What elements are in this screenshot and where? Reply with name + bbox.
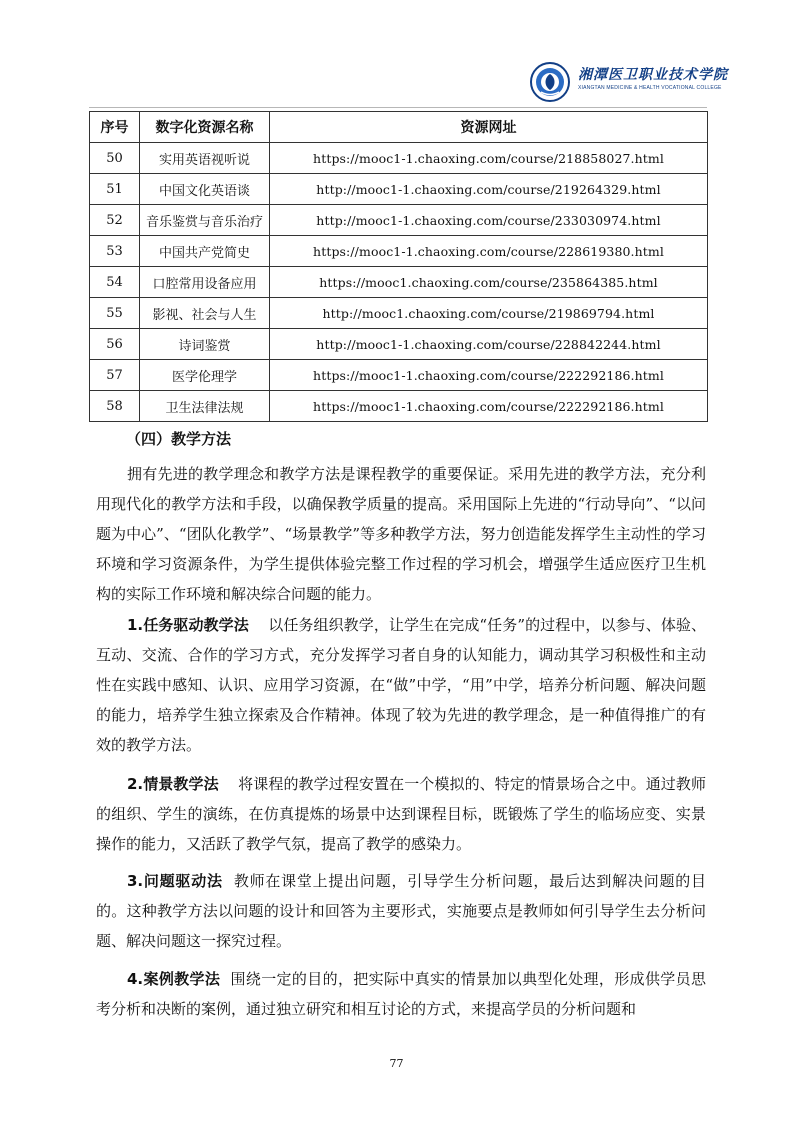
table-row	[90, 391, 708, 422]
row-resource-url[interactable]: https://mooc1.chaoxing.com/course/235864385.html	[270, 267, 708, 298]
row-resource-name: 中国文化英语谈	[140, 174, 270, 205]
logo-chinese-name: 湘潭医卫职业技术学院	[578, 67, 728, 83]
table-row	[90, 360, 708, 391]
row-resource-name: 医学伦理学	[140, 360, 270, 391]
row-resource-url[interactable]: https://mooc1-1.chaoxing.com/course/222292186.html	[270, 360, 708, 391]
row-resource-url[interactable]: http://mooc1-1.chaoxing.com/course/228842244.html	[270, 329, 708, 360]
table-row	[90, 267, 708, 298]
table-row	[90, 174, 708, 205]
row-resource-url[interactable]: https://mooc1-1.chaoxing.com/course/228619380.html	[270, 236, 708, 267]
method-paragraph-4	[96, 964, 706, 1024]
college-emblem-icon	[530, 62, 570, 102]
row-index: 55	[90, 298, 140, 329]
header-index: 序号	[90, 112, 140, 143]
row-resource-url[interactable]: http://mooc1-1.chaoxing.com/course/233030974.html	[270, 205, 708, 236]
row-index: 54	[90, 267, 140, 298]
row-index: 53	[90, 236, 140, 267]
row-resource-url[interactable]: http://mooc1.chaoxing.com/course/219869794.html	[270, 298, 708, 329]
row-resource-name: 影视、社会与人生	[140, 298, 270, 329]
row-resource-url[interactable]: https://mooc1-1.chaoxing.com/course/222292186.html	[270, 391, 708, 422]
table-row	[90, 143, 708, 174]
table-row	[90, 205, 708, 236]
method-paragraph-2	[96, 769, 706, 859]
row-resource-name: 口腔常用设备应用	[140, 267, 270, 298]
table-row	[90, 298, 708, 329]
method-text: 将课程的教学过程安置在一个模拟的、特定的情景场合之中。通过教师的组织、学生的演练，在仿真提炼的场景中达到课程目标，既锻炼了学生的临场应变、实景操作的能力，又活跃了教学气氛，提高了教学的感染力。	[96, 775, 706, 853]
row-resource-name: 中国共产党简史	[140, 236, 270, 267]
logo-text	[578, 66, 728, 102]
method-paragraph-1	[96, 610, 706, 760]
section-heading: （四）教学方法	[126, 430, 232, 448]
row-resource-name: 诗词鉴赏	[140, 329, 270, 360]
row-index: 50	[90, 143, 140, 174]
college-logo	[530, 62, 730, 106]
digital-resource-table	[89, 111, 708, 422]
table-row	[90, 236, 708, 267]
header-resource-name: 数字化资源名称	[140, 112, 270, 143]
header-resource-url: 资源网址	[270, 112, 708, 143]
row-resource-url[interactable]: http://mooc1-1.chaoxing.com/course/219264329.html	[270, 174, 708, 205]
page-number: 77	[389, 1057, 404, 1070]
method-text: 以任务组织教学，让学生在完成“任务”的过程中，以参与、体验、互动、交流、合作的学习方式，充分发挥学习者自身的认知能力，调动其学习积极性和主动性在实践中感知、认识、应用学习资源，在“做”中学，“用”中学，培养分析问题、解决问题的能力，培养学生独立探索及合作精神。体现了较为先进的教学理念，是一种值得推广的有效的教学方法。	[96, 616, 707, 754]
method-title: 1.任务驱动教学法	[127, 616, 249, 634]
method-title: 4.案例教学法	[127, 970, 221, 988]
row-index: 52	[90, 205, 140, 236]
row-index: 58	[90, 391, 140, 422]
table-row	[90, 329, 708, 360]
row-index: 56	[90, 329, 140, 360]
method-text: 教师在课堂上提出问题，引导学生分析问题，最后达到解决问题的目的。这种教学方法以问题的设计和回答为主要形式，实施要点是教师如何引导学生去分析问题、解决问题这一探究过程。	[96, 872, 706, 950]
row-resource-url[interactable]: https://mooc1-1.chaoxing.com/course/218858027.html	[270, 143, 708, 174]
row-resource-name: 卫生法律法规	[140, 391, 270, 422]
header-divider	[89, 107, 707, 108]
intro-text: 拥有先进的教学理念和教学方法是课程教学的重要保证。采用先进的教学方法，充分利用现代化的教学方法和手段，以确保教学质量的提高。采用国际上先进的“行动导向”、“以问题为中心”、“团队化教学”、“场景教学”等多种教学方法，努力创造能发挥学生主动性的学习环境和学习资源条件，为学生提供体验完整工作过程的学习机会，增强学生适应医疗卫生机构的实际工作环境和解决综合问题的能力。	[96, 465, 706, 603]
method-title: 3.问题驱动法	[127, 872, 223, 890]
row-index: 51	[90, 174, 140, 205]
logo-english-name: XIANGTAN MEDICINE & HEALTH VOCATIONAL COLLEGE	[578, 85, 722, 91]
method-paragraph-3	[96, 866, 706, 956]
method-title: 2.情景教学法	[127, 775, 219, 793]
row-index: 57	[90, 360, 140, 391]
intro-paragraph	[96, 459, 706, 609]
row-resource-name: 音乐鉴赏与音乐治疗	[140, 205, 270, 236]
method-text: 围绕一定的目的，把实际中真实的情景加以典型化处理，形成供学员思考分析和决断的案例，通过独立研究和相互讨论的方式，来提高学员的分析问题和	[96, 970, 707, 1018]
row-resource-name: 实用英语视听说	[140, 143, 270, 174]
table-header-row	[90, 112, 708, 143]
